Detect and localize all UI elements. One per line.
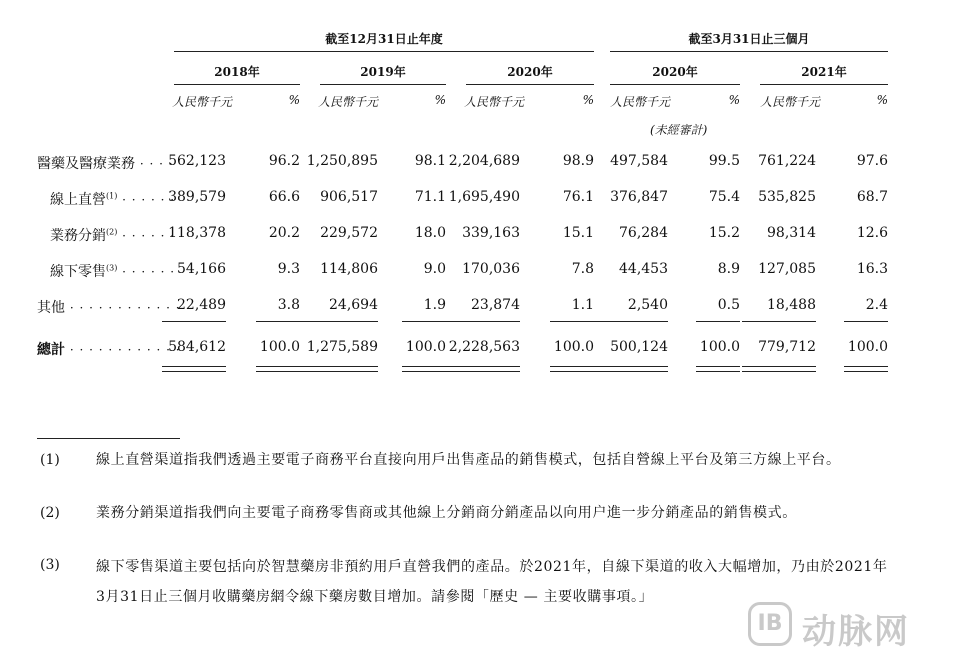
leader-dots: · · · · · · xyxy=(117,265,176,279)
table-cell-percent: 68.7 xyxy=(856,189,888,205)
unit-rmb-label: 人民幣千元 xyxy=(318,95,379,109)
footnote-number: (1) xyxy=(40,452,60,468)
table-cell-percent: 100.0 xyxy=(847,339,888,355)
table-cell-amount: 584,612 xyxy=(168,339,226,355)
table-cell-percent: 98.1 xyxy=(414,153,446,169)
year-header: 2020年 xyxy=(652,65,698,79)
subtotal-rule xyxy=(550,321,594,322)
total-double-rule xyxy=(162,366,226,372)
table-cell-percent: 97.6 xyxy=(856,153,888,169)
table-cell-percent: 1.1 xyxy=(571,297,594,313)
table-cell-amount: 1,275,589 xyxy=(306,339,378,355)
table-cell-amount: 114,806 xyxy=(320,261,378,277)
footnote-text: 線下零售渠道主要包括向於智慧藥房非預約用戶直營我們的產品。於2021年，自線下渠道的收入大幅增加，乃由於2021年3月31日止三個月收購藥房網令線下藥房數目增加。請參閱「歷史 — 主要收購事項。」 xyxy=(96,559,888,605)
table-cell-percent: 100.0 xyxy=(553,339,594,355)
total-double-rule xyxy=(294,366,378,372)
table-cell-amount: 18,488 xyxy=(767,297,816,313)
table-cell-amount: 76,284 xyxy=(619,225,668,241)
subtotal-rule xyxy=(696,321,740,322)
table-cell-percent: 15.1 xyxy=(562,225,594,241)
footnote-number: (2) xyxy=(40,505,60,521)
table-cell-percent: 0.5 xyxy=(717,297,740,313)
group-rule-three-months xyxy=(610,51,888,52)
table-cell-percent: 98.9 xyxy=(562,153,594,169)
table-cell-percent: 66.6 xyxy=(268,189,300,205)
leader-dots: · · · · · · xyxy=(117,193,176,207)
table-cell-percent: 12.6 xyxy=(856,225,888,241)
table-cell-percent: 15.2 xyxy=(708,225,740,241)
unit-pct-label: % xyxy=(434,93,446,107)
unit-pct-label: % xyxy=(876,93,888,107)
total-double-rule xyxy=(594,366,668,372)
row-label-text: 線下零售 xyxy=(50,264,106,280)
table-cell-amount: 170,036 xyxy=(462,261,520,277)
table-cell-percent: 18.0 xyxy=(414,225,446,241)
subtotal-rule xyxy=(844,321,888,322)
table-cell-percent: 75.4 xyxy=(708,189,740,205)
table-cell-percent: 20.2 xyxy=(268,225,300,241)
table-cell-percent: 96.2 xyxy=(268,153,300,169)
watermark xyxy=(748,600,948,652)
group-rule-full-year xyxy=(174,51,594,52)
watermark-text: 动脉网 xyxy=(802,612,910,652)
unit-pct-label: % xyxy=(288,93,300,107)
footnote-ref: (2) xyxy=(106,227,118,237)
table-cell-amount: 2,204,689 xyxy=(448,153,520,169)
table-cell-percent: 9.0 xyxy=(423,261,446,277)
group-header-three-months: 截至3月31日止三個月 xyxy=(688,32,810,46)
row-label-text: 業務分銷 xyxy=(50,228,106,244)
table-cell-percent: 8.9 xyxy=(717,261,740,277)
footnote-ref: (3) xyxy=(106,263,118,273)
table-cell-amount: 98,314 xyxy=(767,225,816,241)
total-double-rule xyxy=(844,366,888,372)
unit-rmb-label: 人民幣千元 xyxy=(760,95,821,109)
leader-dots: · · · · xyxy=(135,157,174,171)
table-cell-percent: 3.8 xyxy=(277,297,300,313)
row-label-text: 線上直營 xyxy=(50,192,106,208)
leader-dots: · · · · · · · · · · · · xyxy=(65,301,181,315)
table-cell-percent: 99.5 xyxy=(708,153,740,169)
table-cell-amount: 500,124 xyxy=(610,339,668,355)
footnote-text: 線上直營渠道指我們透過主要電子商務平台直接向用戶出售產品的銷售模式，包括自營線上平台及第三方線上平台。 xyxy=(96,452,841,468)
subtotal-rule xyxy=(742,321,816,322)
total-double-rule xyxy=(550,366,594,372)
table-cell-amount: 1,250,895 xyxy=(306,153,378,169)
table-cell-amount: 376,847 xyxy=(610,189,668,205)
leader-dots: · · · · · · xyxy=(117,229,176,243)
table-cell-amount: 54,166 xyxy=(177,261,226,277)
table-cell-amount: 497,584 xyxy=(610,153,668,169)
table-cell-amount: 339,163 xyxy=(462,225,520,241)
table-cell-percent: 100.0 xyxy=(405,339,446,355)
subtotal-rule xyxy=(294,321,378,322)
watermark-logo-icon: IB xyxy=(748,602,792,646)
year-header: 2020年 xyxy=(507,65,553,79)
table-cell-amount: 24,694 xyxy=(329,297,378,313)
table-cell-percent: 16.3 xyxy=(856,261,888,277)
table-cell-percent: 1.9 xyxy=(423,297,446,313)
table-cell-amount: 562,123 xyxy=(168,153,226,169)
total-double-rule xyxy=(742,366,816,372)
year-rule xyxy=(174,84,300,85)
subtotal-rule xyxy=(162,321,226,322)
year-rule xyxy=(760,84,888,85)
table-cell-amount: 761,224 xyxy=(758,153,816,169)
table-cell-amount: 2,228,563 xyxy=(448,339,520,355)
unit-rmb-label: 人民幣千元 xyxy=(610,95,671,109)
table-cell-amount: 1,695,490 xyxy=(448,189,520,205)
group-header-full-year: 截至12月31日止年度 xyxy=(325,32,443,46)
table-cell-amount: 906,517 xyxy=(320,189,378,205)
table-cell-amount: 229,572 xyxy=(320,225,378,241)
unit-rmb-label: 人民幣千元 xyxy=(464,95,525,109)
row-label-pharma xyxy=(37,153,174,173)
row-label-text: 醫藥及醫療業務 xyxy=(37,156,135,172)
footnote-ref: (1) xyxy=(106,191,118,201)
year-rule xyxy=(320,84,446,85)
table-cell-percent: 100.0 xyxy=(259,339,300,355)
table-cell-amount: 22,489 xyxy=(177,297,226,313)
table-cell-amount: 535,825 xyxy=(758,189,816,205)
unit-rmb-label: 人民幣千元 xyxy=(172,95,233,109)
total-double-rule xyxy=(696,366,740,372)
table-cell-percent: 7.8 xyxy=(571,261,594,277)
unaudited-label: (未經審計) xyxy=(650,123,708,137)
table-cell-amount: 127,085 xyxy=(758,261,816,277)
year-header: 2018年 xyxy=(214,65,260,79)
year-rule xyxy=(610,84,740,85)
table-cell-amount: 779,712 xyxy=(758,339,816,355)
year-header: 2019年 xyxy=(360,65,406,79)
table-cell-percent: 71.1 xyxy=(414,189,446,205)
unit-pct-label: % xyxy=(582,93,594,107)
table-cell-amount: 23,874 xyxy=(471,297,520,313)
row-label-text: 其他 xyxy=(37,300,65,316)
total-double-rule xyxy=(436,366,520,372)
year-rule xyxy=(466,84,594,85)
footnote-text: 業務分銷渠道指我們向主要電子商務零售商或其他線上分銷商分銷產品以向用户進一步分銷產品的銷售模式。 xyxy=(96,505,797,521)
row-label-text: 總計 xyxy=(37,342,65,358)
table-cell-percent: 2.4 xyxy=(865,297,888,313)
table-cell-percent: 76.1 xyxy=(562,189,594,205)
leader-dots: · · · · · · · · · · · · xyxy=(65,343,181,357)
table-cell-percent: 9.3 xyxy=(277,261,300,277)
table-cell-amount: 2,540 xyxy=(627,297,668,313)
footnote-separator xyxy=(37,438,180,439)
table-cell-amount: 44,453 xyxy=(619,261,668,277)
table-cell-amount: 389,579 xyxy=(168,189,226,205)
unit-pct-label: % xyxy=(728,93,740,107)
subtotal-rule xyxy=(594,321,668,322)
table-cell-percent: 100.0 xyxy=(699,339,740,355)
table-cell-amount: 118,378 xyxy=(168,225,226,241)
year-header: 2021年 xyxy=(801,65,847,79)
subtotal-rule xyxy=(436,321,520,322)
footnote-number: (3) xyxy=(40,557,60,573)
